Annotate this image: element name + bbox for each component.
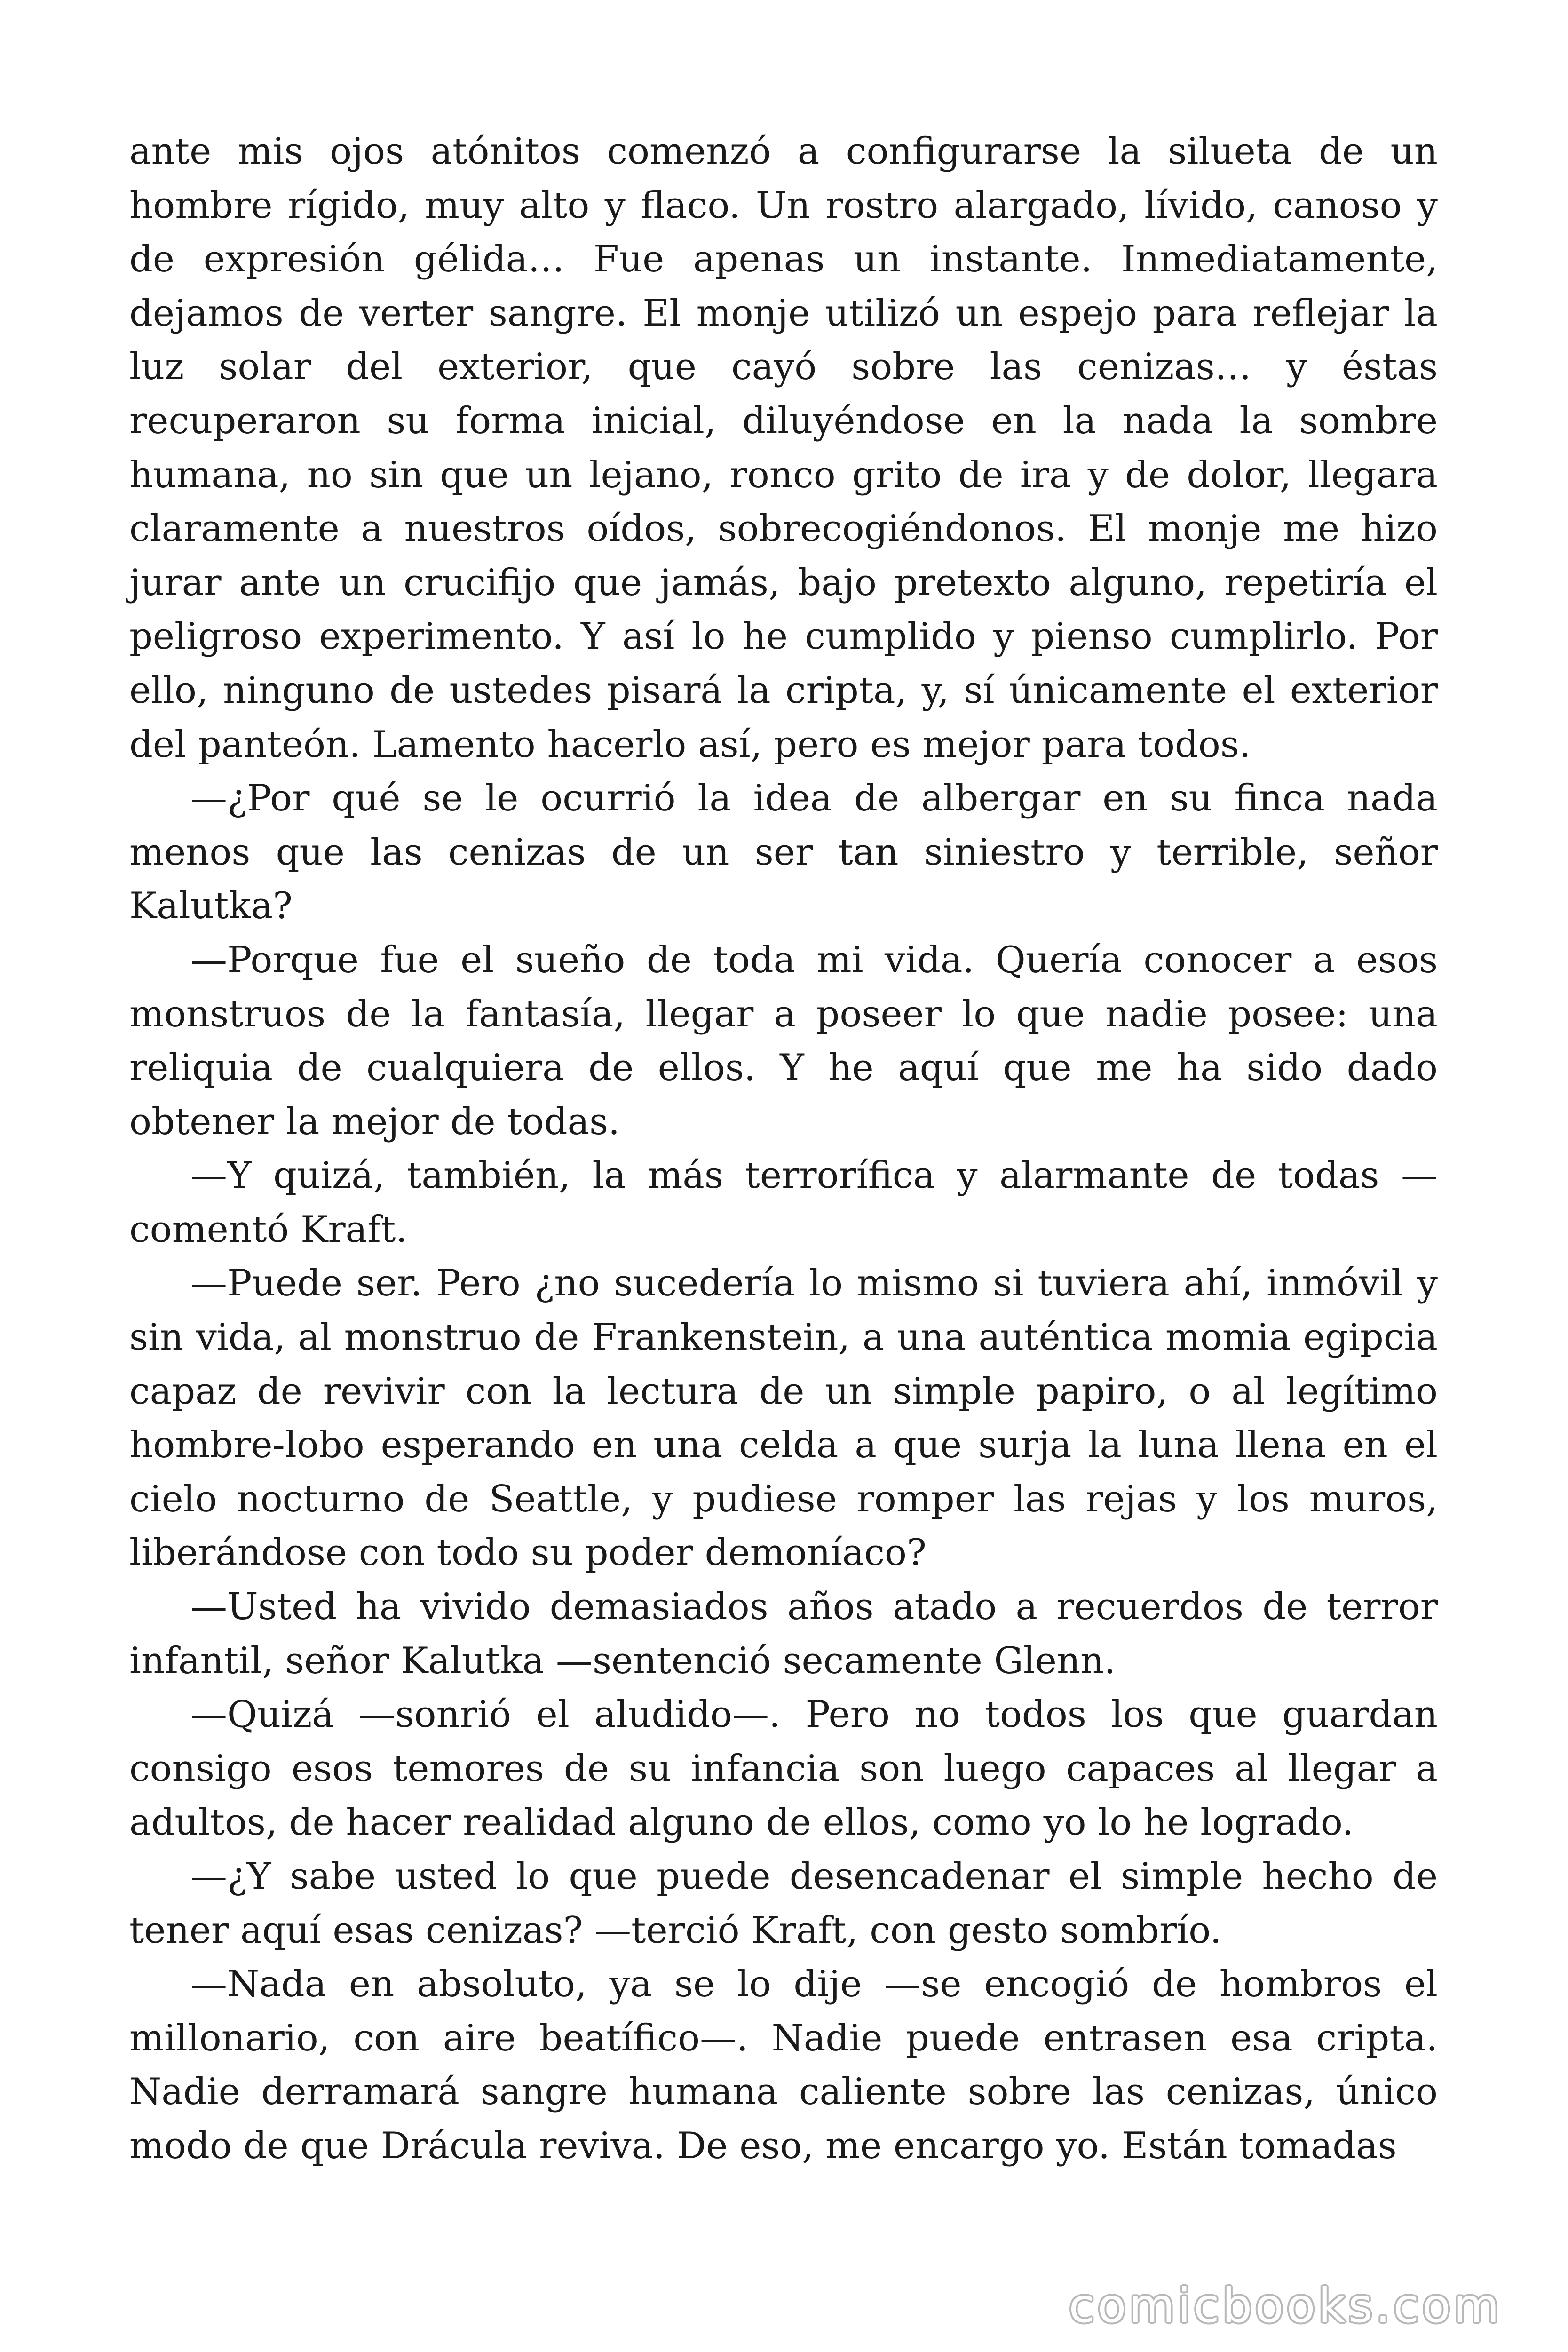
paragraph: ante mis ojos atónitos comenzó a configurarse la silueta de un hombre rígido, muy alto y flaco. Un rostro alargado, lívido, canoso y de expresión gélida… Fue apenas un instante. Inmediatamente, dejamos de verter sangre. El monje utilizó un espejo para reflejar la luz solar del exterior, que cayó sobre las cenizas… y éstas recuperaron su forma inicial, diluyéndose en la nada la sombre humana, no sin que un lejano, ronco grito de ira y de dolor, llegara claramente a nuestros oídos, sobrecogiéndonos. El monje me hizo jurar ante un crucifijo que jamás, bajo pretexto alguno, repetiría el peligroso experimento. Y así lo he cumplido y pienso cumplirlo. Por ello, ninguno de ustedes pisará la cripta, y, sí únicamente el exterior del panteón. Lamento hacerlo así, pero es mejor para todos. [129,130,1438,766]
paragraph: —Nada en absoluto, ya se lo dije —se encogió de hombros el millonario, con aire beatífico—. Nadie puede entrasen esa cripta. Nadie derramará sangre humana caliente sobre las cenizas, único modo de que Drácula reviva. De eso, me encargo yo. Están tomadas [129,1963,1438,2167]
paragraph: —Quizá —sonrió el aludido—. Pero no todos los que guardan consigo esos temores de su infancia son luego capaces al llegar a adultos, de hacer realidad alguno de ellos, como yo lo he logrado. [129,1693,1438,1844]
book-page-text [129,125,1438,2173]
paragraph: —Puede ser. Pero ¿no sucedería lo mismo si tuviera ahí, inmóvil y sin vida, al monstruo de Frankenstein, a una auténtica momia egipcia capaz de revivir con la lectura de un simple papiro, o al legítimo hombre-lobo esperando en una celda a que surja la luna llena en el cielo nocturno de Seattle, y pudiese romper las rejas y los muros, liberándose con todo su poder demoníaco? [129,1262,1438,1574]
paragraph: —Usted ha vivido demasiados años atado a recuerdos de terror infantil, señor Kalutka —sentenció secamente Glenn. [129,1586,1438,1682]
watermark: comicbooks.com [1069,2278,1502,2333]
paragraph: —¿Por qué se le ocurrió la idea de albergar en su finca nada menos que las cenizas de un ser tan siniestro y terrible, señor Kalutka? [129,777,1438,928]
paragraph: —Porque fue el sueño de toda mi vida. Quería conocer a esos monstruos de la fantasía, llegar a poseer lo que nadie posee: una reliquia de cualquiera de ellos. Y he aquí que me ha sido dado obtener la mejor de todas. [129,938,1438,1143]
paragraph: —¿Y sabe usted lo que puede desencadenar el simple hecho de tener aquí esas cenizas? —terció Kraft, con gesto sombrío. [129,1855,1438,1952]
paragraph: —Y quizá, también, la más terrorífica y alarmante de todas —comentó Kraft. [129,1154,1438,1251]
